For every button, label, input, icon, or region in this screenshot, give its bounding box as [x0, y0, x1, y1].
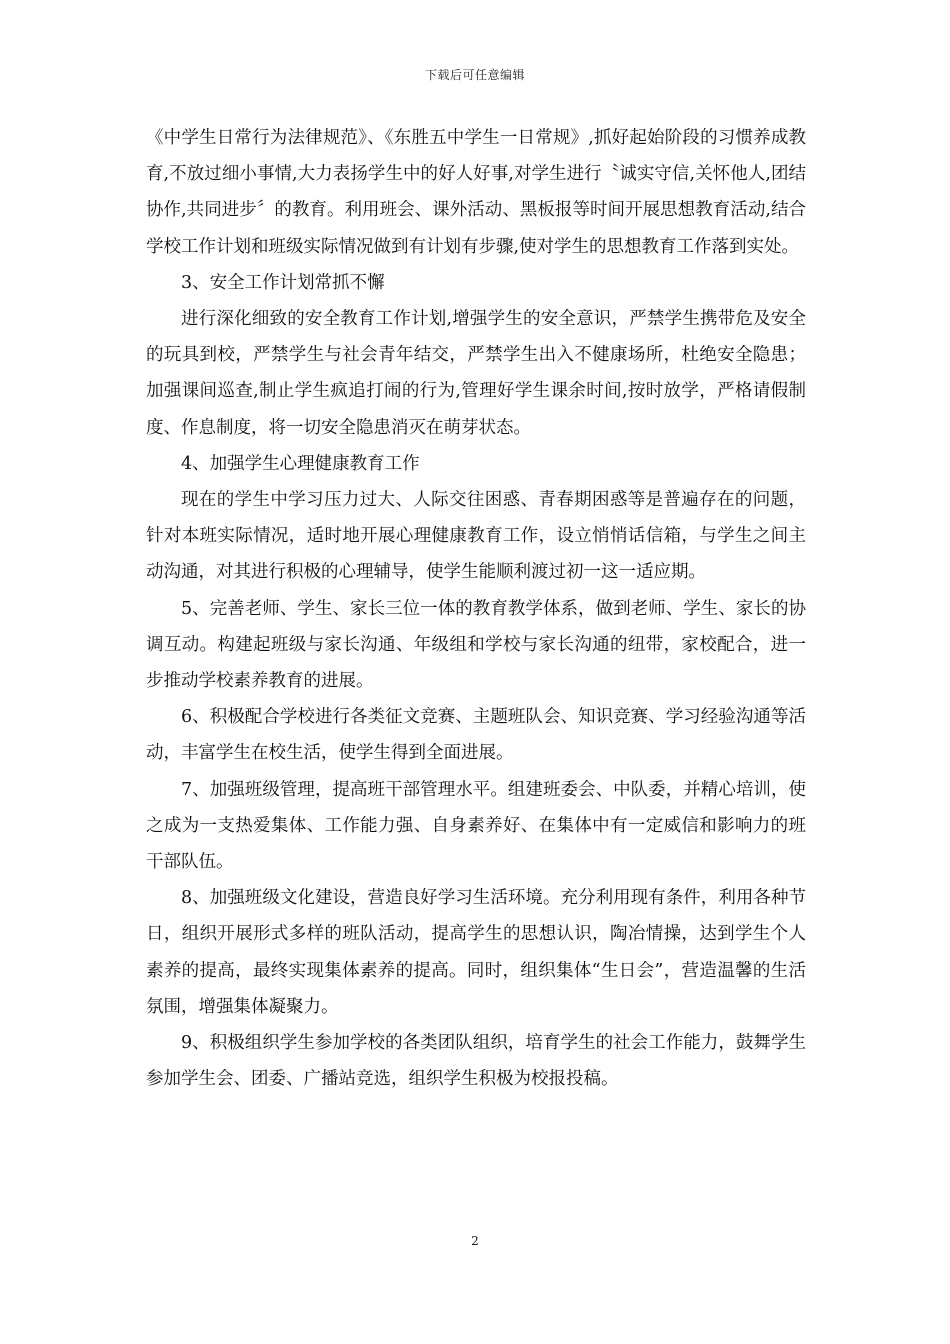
paragraph: 现在的学生中学习压力过大、人际交往困惑、青春期困惑等是普遍存在的问题，针对本班实际情况，适时地开展心理健康教育工作，设立悄悄话信箱，与学生之间主动沟通，对其进行积极的心理辅导，使学生能顺利渡过初一这一适应期。 — [146, 490, 806, 583]
document-body — [146, 120, 806, 1097]
paragraph: 9、积极组织学生参加学校的各类团队组织，培育学生的社会工作能力，鼓舞学生参加学生会、团委、广播站竞选，组织学生积极为校报投稿。 — [146, 1033, 806, 1090]
header-note: 下载后可任意编辑 — [424, 68, 525, 82]
paragraph: 8、加强班级文化建设，营造良好学习生活环境。充分利用现有条件，利用各种节日，组织开展形式多样的班队活动，提高学生的思想认识，陶冶情操，达到学生个人素养的提高，最终实现集体素养的提高。同时，组织集体“生日会”，营造温馨的生活氛围，增强集体凝聚力。 — [146, 888, 806, 1017]
section-heading: 4、加强学生心理健康教育工作 — [181, 453, 420, 474]
section-heading: 3、安全工作计划常抓不懈 — [181, 272, 385, 293]
paragraph: 进行深化细致的安全教育工作计划,增强学生的安全意识，严禁学生携带危及安全的玩具到校，严禁学生与社会青年结交，严禁学生出入不健康场所，杜绝安全隐患；加强课间巡查,制止学生疯追打闹的行为,管理好学生课余时间,按时放学，严格请假制度、作息制度，将一切安全隐患消灭在萌芽状态。 — [146, 309, 806, 438]
page-number: 2 — [471, 1234, 479, 1248]
paragraph: 6、积极配合学校进行各类征文竞赛、主题班队会、知识竞赛、学习经验沟通等活动，丰富学生在校生活，使学生得到全面进展。 — [146, 707, 806, 764]
paragraph: 5、完善老师、学生、家长三位一体的教育教学体系，做到老师、学生、家长的协调互动。构建起班级与家长沟通、年级组和学校与家长沟通的纽带，家校配合，进一步推动学校素养教育的进展。 — [146, 598, 806, 692]
paragraph: 《中学生日常行为法律规范》、《东胜五中学生一日常规》,抓好起始阶段的习惯养成教育,不放过细小事情,大力表扬学生中的好人好事,对学生进行〝诚实守信,关怀他人,团结协作,共同进步〞的教育。利用班会、课外活动、黑板报等时间开展思想教育活动,结合学校工作计划和班级实际情况做到有计划有步骤,使对学生的思想教育工作落到实处。 — [146, 128, 806, 257]
paragraph: 7、加强班级管理，提高班干部管理水平。组建班委会、中队委，并精心培训，使之成为一支热爱集体、工作能力强、自身素养好、在集体中有一定威信和影响力的班干部队伍。 — [146, 779, 806, 873]
